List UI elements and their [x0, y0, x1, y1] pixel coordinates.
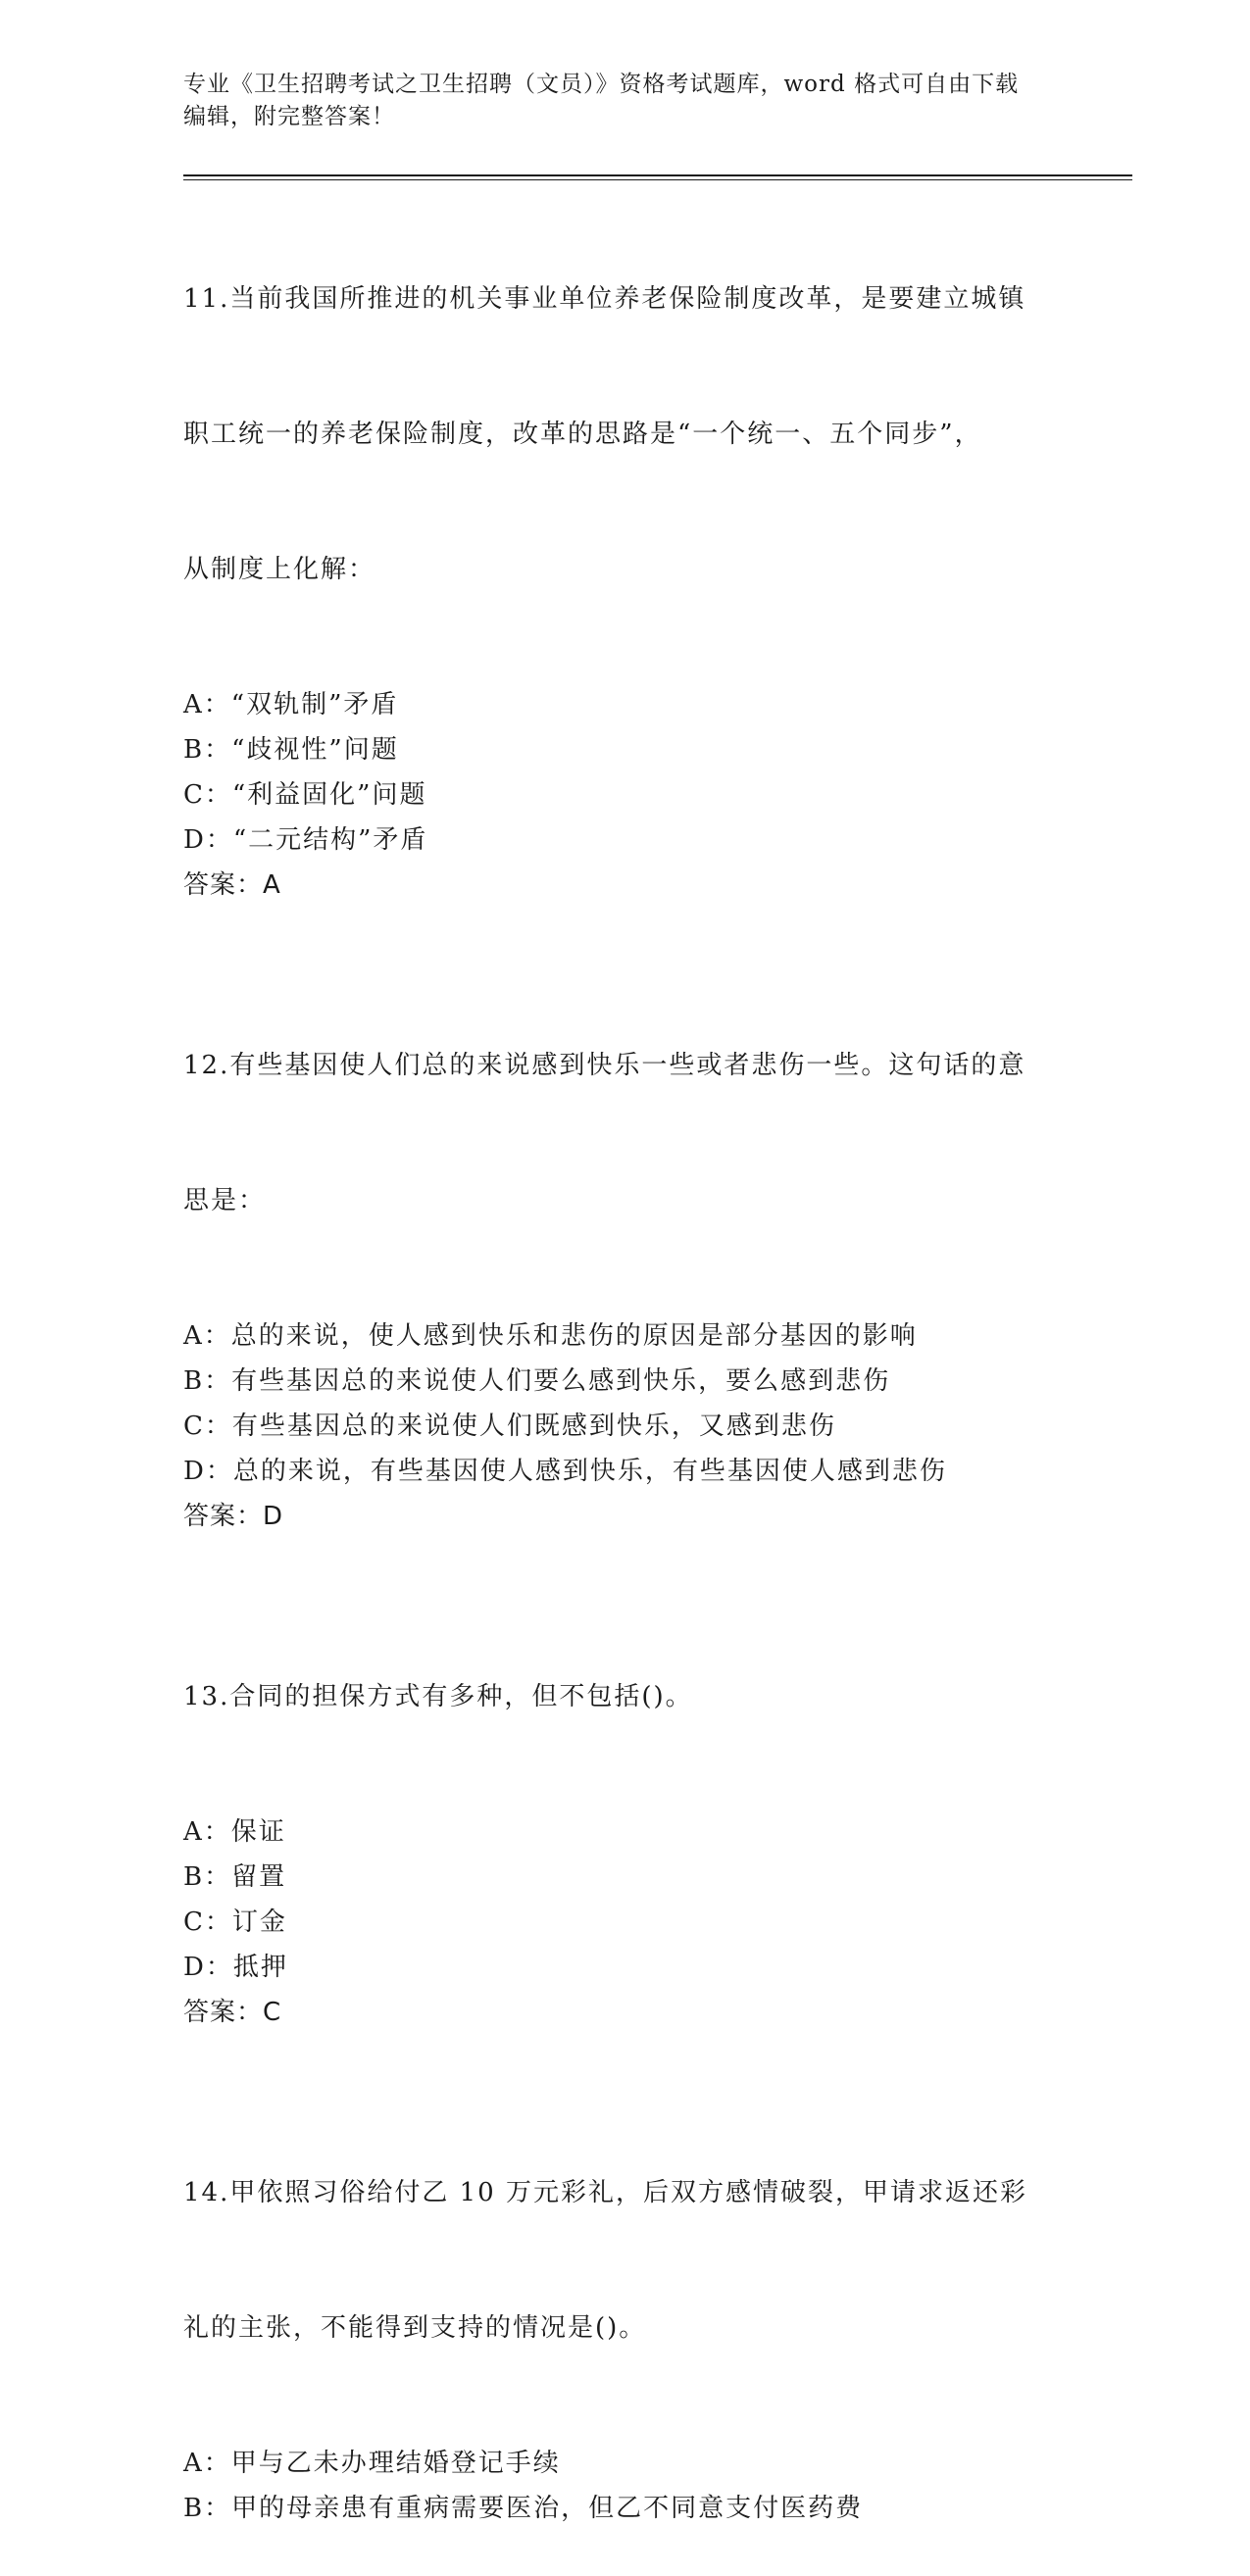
document-header — [183, 69, 1066, 133]
option-c: C：有些基因总的来说使人们既感到快乐，又感到悲伤 — [183, 1412, 836, 1441]
question-stem — [183, 186, 1066, 682]
question-stem — [183, 953, 1066, 1313]
question-list — [183, 186, 1066, 2576]
option-d: D：抵押 — [183, 1953, 288, 1982]
stem-line: 职工统一的养老保险制度，改革的思路是“一个统一、五个同步”， — [183, 420, 982, 449]
option-b: B：甲的母亲患有重病需要医治，但乙不同意支付医药费 — [183, 2494, 864, 2523]
option-a: A：保证 — [183, 1817, 286, 1847]
question-12 — [183, 953, 1066, 1539]
option-a: A：“双轨制”矛盾 — [183, 690, 399, 719]
stem-line: 12.有些基因使人们总的来说感到快乐一些或者悲伤一些。这句话的意 — [183, 1051, 1026, 1080]
option-d: D：总的来说，有些基因使人感到快乐，有些基因使人感到悲伤 — [183, 1457, 947, 1486]
stem-line: 14.甲依照习俗给付乙 10 万元彩礼，后双方感情破裂，甲请求返还彩 — [183, 2178, 1027, 2207]
stem-line: 从制度上化解： — [183, 555, 376, 584]
header-divider-thick — [183, 174, 1132, 176]
header-line-1: 专业《卫生招聘考试之卫生招聘（文员）》资格考试题库，word 格式可自由下载 — [183, 72, 1020, 97]
option-a: A：甲与乙未办理结婚登记手续 — [183, 2449, 561, 2478]
answer: 答案：C — [183, 1998, 282, 2027]
option-b: B：有些基因总的来说使人们要么感到快乐，要么感到悲伤 — [183, 1366, 891, 1396]
header-line-2: 编辑，附完整答案！ — [183, 104, 395, 129]
option-a: A：总的来说，使人感到快乐和悲伤的原因是部分基因的影响 — [183, 1321, 918, 1351]
stem-line: 礼的主张，不能得到支持的情况是()。 — [183, 2313, 647, 2343]
question-11 — [183, 186, 1066, 908]
option-c: C：订金 — [183, 1907, 287, 1937]
header-divider-thin — [183, 179, 1132, 180]
stem-line: 11.当前我国所推进的机关事业单位养老保险制度改革，是要建立城镇 — [183, 284, 1026, 314]
option-b: B：“歧视性”问题 — [183, 735, 399, 765]
question-13 — [183, 1584, 1066, 2035]
question-stem — [183, 1584, 1066, 1809]
question-14 — [183, 2080, 1066, 2531]
stem-line: 13.合同的担保方式有多种，但不包括()。 — [183, 1682, 693, 1711]
answer: 答案：D — [183, 1502, 284, 1531]
stem-line: 思是： — [183, 1186, 267, 1215]
answer: 答案：A — [183, 870, 281, 900]
option-c: C：“利益固化”问题 — [183, 780, 427, 810]
question-stem — [183, 2080, 1066, 2441]
option-d: D：“二元结构”矛盾 — [183, 825, 428, 855]
option-b: B：留置 — [183, 1862, 287, 1892]
